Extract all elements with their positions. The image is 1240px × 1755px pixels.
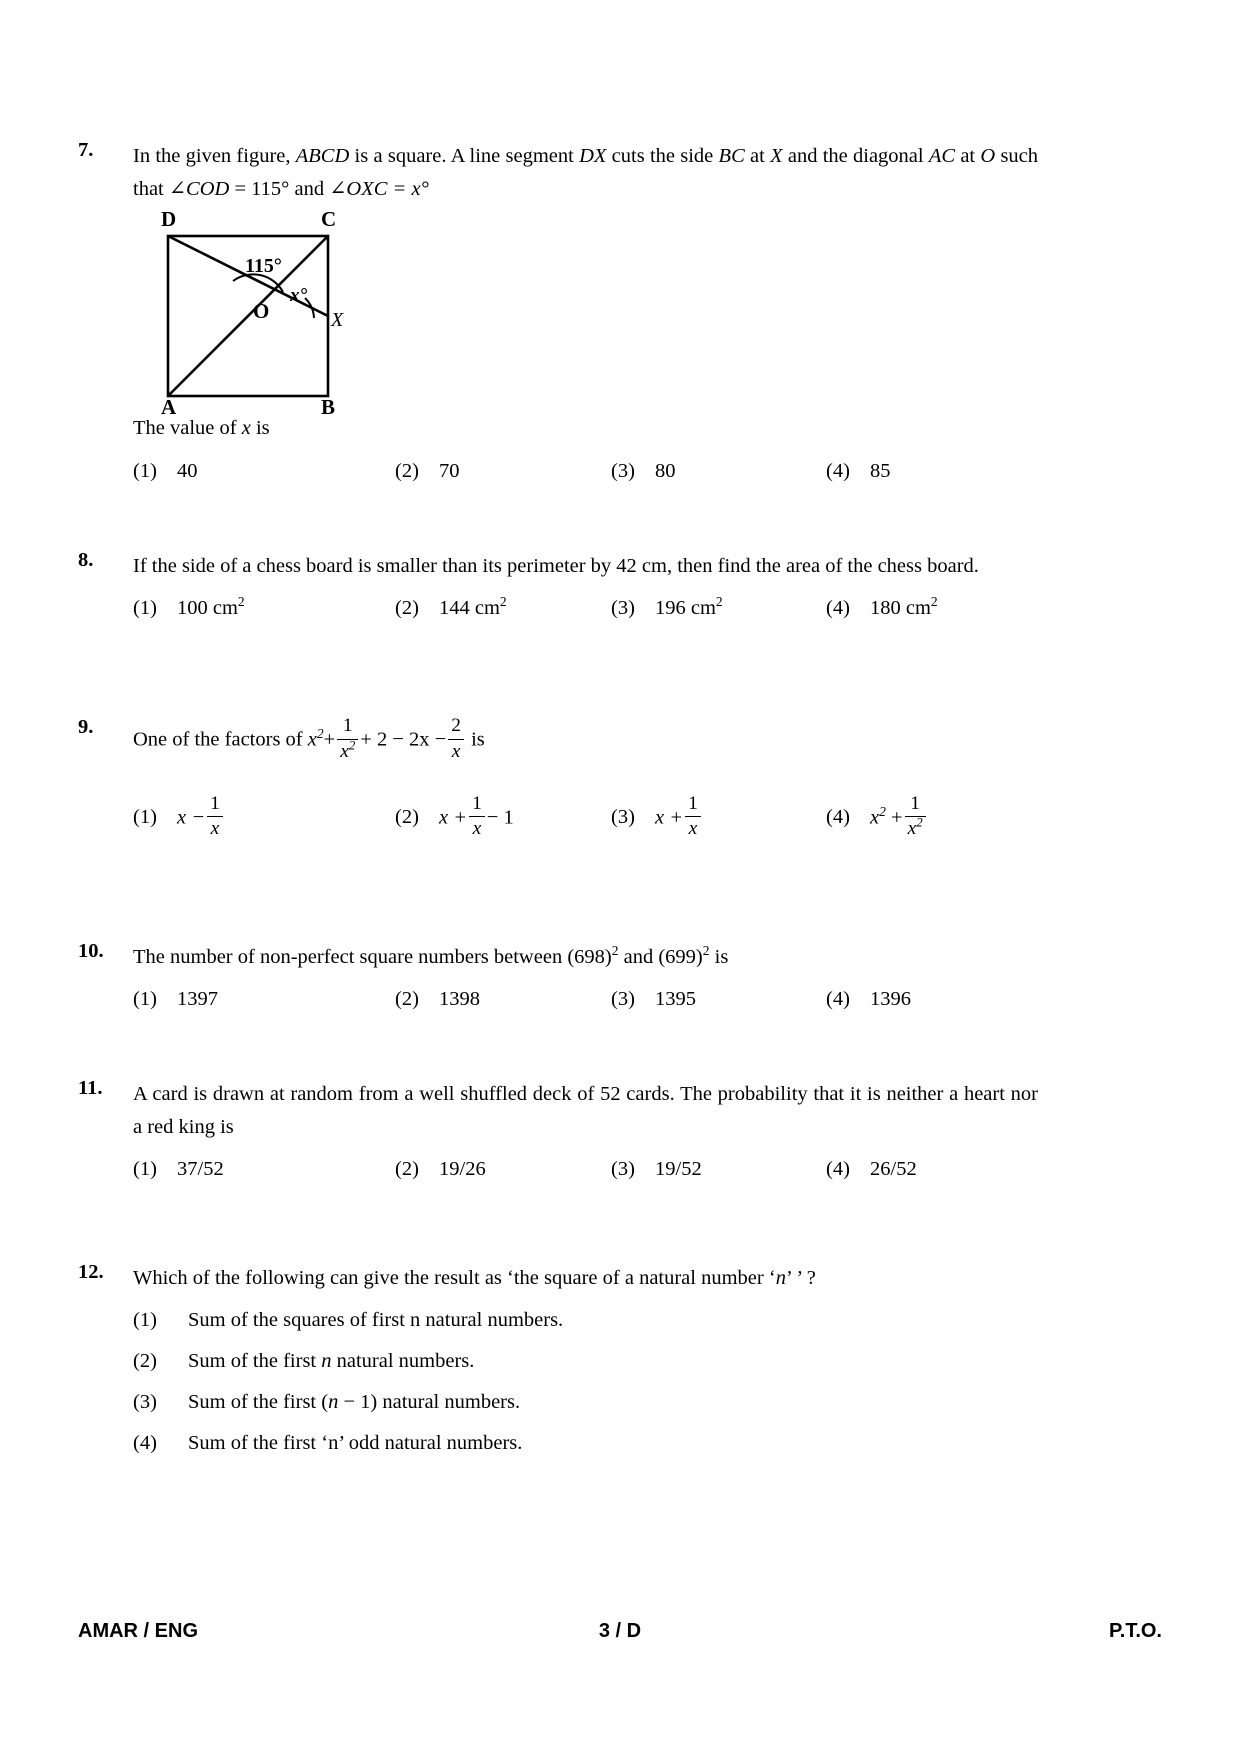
question-11-options <box>133 1158 1038 1192</box>
figure-angle-115: 115° <box>245 255 282 278</box>
option-9-1[interactable] <box>133 792 225 843</box>
question-8-text: If the side of a chess board is smaller than its perimeter by 42 cm, then find the area of the chess board. <box>133 554 979 577</box>
option-12-2-label: (2) <box>133 1350 157 1373</box>
turn-over-label: P.T.O. <box>1109 1620 1162 1642</box>
option-9-1-label: (1) <box>133 806 157 829</box>
question-9-text <box>133 717 1038 765</box>
q9-x-sq: x <box>307 728 317 751</box>
question-10-text <box>133 941 1038 974</box>
page-number: 3 / D <box>598 1620 642 1642</box>
q9-frac-2-num: 2 <box>448 715 464 739</box>
option-10-2-value: 1398 <box>439 987 480 1010</box>
q9-frac-1-den <box>337 740 358 763</box>
option-10-1-label: (1) <box>133 987 157 1010</box>
option-11-1-label: (1) <box>133 1158 157 1181</box>
q9-frac-2-den: x <box>451 740 461 762</box>
question-7-text <box>133 140 1038 206</box>
question-12-options <box>133 1309 1038 1473</box>
q9-frac-2 <box>448 715 464 763</box>
option-8-2-sup: 2 <box>499 593 507 609</box>
option-12-3-label: (3) <box>133 1391 157 1414</box>
option-7-2-value: 70 <box>439 459 460 482</box>
question-7-figure <box>133 206 433 416</box>
question-7-options <box>133 460 1038 494</box>
option-10-1[interactable] <box>133 988 218 1011</box>
question-7-number: 7. <box>78 139 94 161</box>
q10-sup1: 2 <box>611 942 619 958</box>
question-12 <box>78 1262 1038 1473</box>
option-8-2-value: 144 cm <box>439 596 500 619</box>
option-8-2-label: (2) <box>395 596 419 619</box>
option-12-2-value <box>188 1350 474 1373</box>
option-7-3-value: 80 <box>655 459 676 482</box>
option-8-2[interactable] <box>395 593 507 620</box>
option-11-1[interactable] <box>133 1158 224 1181</box>
figure-label-c: C <box>321 207 337 232</box>
q7-text-part4: at <box>744 145 771 167</box>
question-9-options <box>133 792 1038 871</box>
option-10-3-label: (3) <box>611 987 635 1010</box>
option-7-1-label: (1) <box>133 459 157 482</box>
option-11-4-value: 26/52 <box>870 1158 917 1181</box>
option-7-4-value: 85 <box>870 459 891 482</box>
option-9-4-den <box>905 817 926 840</box>
option-8-4-sup: 2 <box>930 593 938 609</box>
option-10-4[interactable] <box>826 988 911 1011</box>
option-10-4-label: (4) <box>826 987 850 1010</box>
option-12-2-post: natural numbers. <box>331 1350 475 1373</box>
q7-text-part5: and the diagonal <box>782 145 929 167</box>
option-11-4-label: (4) <box>826 1158 850 1181</box>
option-7-4[interactable] <box>826 460 891 483</box>
option-8-3[interactable] <box>611 593 723 620</box>
option-9-4-label: (4) <box>826 806 850 829</box>
option-9-1-num: 1 <box>207 793 223 817</box>
option-8-3-label: (3) <box>611 596 635 619</box>
option-11-2-value: 19/26 <box>439 1158 486 1181</box>
option-9-4[interactable] <box>826 792 928 843</box>
paper-code: AMAR / ENG <box>78 1620 198 1642</box>
q7-angle-oxc: ∠OXC <box>329 178 388 201</box>
q7-o: O <box>980 145 996 167</box>
q7-text-part7: such that <box>133 145 1039 201</box>
q9-x-sq-sup: 2 <box>316 725 324 741</box>
option-9-3-num: 1 <box>685 793 701 817</box>
option-8-1-value: 100 cm <box>177 596 238 619</box>
option-7-1[interactable] <box>133 460 198 483</box>
question-10-options <box>133 988 1038 1022</box>
option-8-1[interactable] <box>133 593 245 620</box>
option-11-3-value: 19/52 <box>655 1158 702 1181</box>
option-7-3[interactable] <box>611 460 676 483</box>
q7-ac: AC <box>928 145 956 167</box>
option-12-3-value <box>188 1391 520 1414</box>
option-7-1-value: 40 <box>177 459 198 482</box>
option-8-1-label: (1) <box>133 596 157 619</box>
option-10-2[interactable] <box>395 988 480 1011</box>
question-8-number: 8. <box>78 548 94 571</box>
option-12-1-label: (1) <box>133 1309 157 1332</box>
question-7-prompt <box>133 412 1038 445</box>
q9-frac-1-den-var: x <box>340 740 349 762</box>
option-10-3[interactable] <box>611 988 696 1011</box>
q7-prompt-pre: The value of <box>133 417 242 440</box>
q7-text-part3: cuts the side <box>606 145 719 167</box>
option-10-1-value: 1397 <box>177 987 218 1010</box>
option-12-2-pre: Sum of the first <box>188 1350 322 1373</box>
figure-label-b: B <box>321 395 336 417</box>
q7-text-part1: In the given figure, <box>133 145 296 167</box>
option-9-4-num: 1 <box>905 793 926 817</box>
option-9-1-frac <box>207 793 223 841</box>
question-7 <box>78 140 1038 494</box>
square-abcd-diagram <box>133 206 433 416</box>
option-9-2-den: x <box>472 818 482 840</box>
figure-label-d: D <box>161 207 177 232</box>
option-8-4-label: (4) <box>826 596 850 619</box>
option-11-1-value: 37/52 <box>177 1158 224 1181</box>
q7-abcd: ABCD <box>295 145 350 167</box>
q12-text-post: ’ ’ ? <box>785 1267 816 1290</box>
option-8-1-sup: 2 <box>237 593 245 609</box>
option-9-2-label: (2) <box>395 806 419 829</box>
question-8 <box>78 550 1038 631</box>
option-11-2[interactable] <box>395 1158 486 1181</box>
q10-sup2: 2 <box>702 942 710 958</box>
option-9-4-math <box>870 792 928 843</box>
q9-text-pre: One of the factors of <box>133 728 308 751</box>
option-11-3[interactable] <box>611 1158 702 1181</box>
q7-prompt-post: is <box>250 417 270 440</box>
option-9-3-label: (3) <box>611 806 635 829</box>
q9-expression <box>308 717 466 765</box>
q9-frac-1-num: 1 <box>337 715 358 739</box>
option-12-4-value: Sum of the first ‘n’ odd natural numbers. <box>188 1432 523 1455</box>
question-8-options <box>133 593 1038 631</box>
option-9-3[interactable] <box>611 792 703 843</box>
question-9-number: 9. <box>78 715 94 738</box>
q7-text-part6: at <box>955 145 981 167</box>
q9-plus1: + <box>323 728 336 751</box>
option-11-3-label: (3) <box>611 1158 635 1181</box>
question-9 <box>78 717 1038 871</box>
q10-text-pre: The number of non-perfect square numbers between (698) <box>133 945 612 968</box>
question-11-number: 11. <box>78 1076 103 1099</box>
option-7-2[interactable] <box>395 460 460 483</box>
option-10-3-value: 1395 <box>655 987 696 1010</box>
option-12-3-pre: Sum of the first ( <box>188 1391 329 1414</box>
option-11-2-label: (2) <box>395 1158 419 1181</box>
option-11-4[interactable] <box>826 1158 917 1181</box>
q7-angle-cod-value: = 115° <box>229 178 290 201</box>
option-9-4-lead-sup: 2 <box>879 803 886 819</box>
q12-text-var: n <box>775 1267 786 1290</box>
option-12-1-value: Sum of the squares of first n natural numbers. <box>188 1309 564 1332</box>
q7-text-part2: is a square. A line segment <box>349 145 580 167</box>
question-10 <box>78 941 1038 1022</box>
option-12-1[interactable] <box>133 1309 1038 1350</box>
q9-mid: + 2 − 2x − <box>360 728 447 751</box>
q7-dx: DX <box>579 145 607 167</box>
option-9-2-frac <box>469 793 485 841</box>
option-10-2-label: (2) <box>395 987 419 1010</box>
q7-x: X <box>770 145 783 167</box>
option-9-3-math <box>655 792 703 843</box>
option-9-2-tail: − 1 <box>486 806 514 829</box>
question-11-text: A card is drawn at random from a well shuffled deck of 52 cards. The probability that it is neither a heart nor a red king is <box>133 1082 1038 1138</box>
option-12-3-var: n <box>328 1391 339 1414</box>
option-9-3-lead: x + <box>655 806 684 829</box>
figure-label-x: X <box>331 309 344 332</box>
q9-frac-1-den-sup: 2 <box>348 738 356 753</box>
option-8-4-value: 180 cm <box>870 596 931 619</box>
option-7-4-label: (4) <box>826 459 850 482</box>
option-9-2-lead: x + <box>439 806 468 829</box>
question-12-text <box>133 1262 1038 1295</box>
option-9-2-num: 1 <box>469 793 485 817</box>
question-12-number: 12. <box>78 1261 104 1284</box>
figure-label-a: A <box>161 395 177 417</box>
figure-angle-x: x° <box>290 285 308 307</box>
option-12-4[interactable] <box>133 1432 1038 1473</box>
q7-bc: BC <box>718 145 745 167</box>
option-9-1-den: x <box>210 818 220 840</box>
option-9-4-den-var: x <box>907 818 917 840</box>
option-12-2-var: n <box>321 1350 332 1373</box>
q10-text-post: is <box>709 945 729 968</box>
option-12-3-post: − 1) natural numbers. <box>338 1391 521 1414</box>
option-9-3-frac <box>685 793 701 841</box>
option-9-4-lead: x <box>870 806 880 829</box>
option-9-4-frac <box>905 793 926 841</box>
question-11 <box>78 1078 1038 1192</box>
option-12-3[interactable] <box>133 1391 1038 1432</box>
q9-text-post: is <box>465 728 485 751</box>
figure-label-o: O <box>253 299 270 324</box>
q7-angle-cod: ∠COD <box>168 178 230 201</box>
option-9-2-math <box>439 792 514 843</box>
q7-angle-oxc-value: = x° <box>387 178 429 201</box>
questions-container <box>78 140 1038 1473</box>
option-9-4-lead2: + <box>885 806 903 829</box>
page-footer <box>78 1620 1162 1654</box>
option-9-4-den-sup: 2 <box>916 815 923 830</box>
option-12-2[interactable] <box>133 1350 1038 1391</box>
option-9-1-lead: x − <box>177 806 206 829</box>
option-8-3-value: 196 cm <box>655 596 716 619</box>
question-10-number: 10. <box>78 939 104 962</box>
q7-prompt-var: x <box>241 417 251 440</box>
option-9-1-math <box>177 792 225 843</box>
option-7-3-label: (3) <box>611 459 635 482</box>
option-10-4-value: 1396 <box>870 987 911 1010</box>
q12-text-pre: Which of the following can give the result as ‘the square of a natural number ‘ <box>133 1267 776 1290</box>
option-8-4[interactable] <box>826 593 938 620</box>
option-12-4-label: (4) <box>133 1432 157 1455</box>
option-8-3-sup: 2 <box>715 593 723 609</box>
option-9-3-den: x <box>688 818 698 840</box>
q7-and: and <box>289 178 330 201</box>
q9-frac-1 <box>337 715 358 763</box>
option-7-2-label: (2) <box>395 459 419 482</box>
q10-text-mid: and (699) <box>618 945 703 968</box>
option-9-2[interactable] <box>395 792 514 843</box>
